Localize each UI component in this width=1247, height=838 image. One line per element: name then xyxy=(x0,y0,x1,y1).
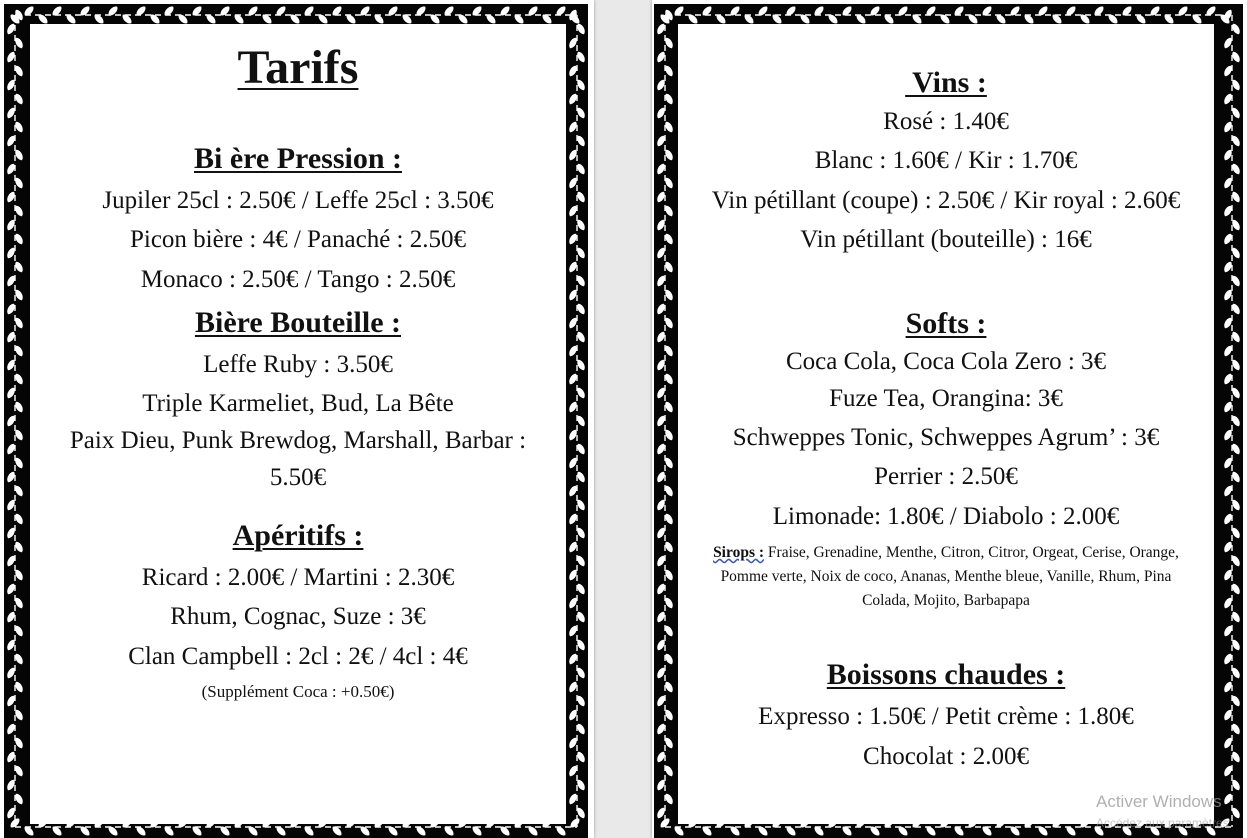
menu-line: Expresso : 1.50€ / Petit crème : 1.80€ xyxy=(758,703,1134,730)
page-title: Tarifs xyxy=(237,41,359,94)
menu-line: Limonade: 1.80€ / Diabolo : 2.00€ xyxy=(772,503,1120,530)
menu-line: Jupiler 25cl : 2.50€ / Leffe 25cl : 3.50€ xyxy=(102,187,494,214)
heading-aperitifs: Apéritifs : xyxy=(232,519,364,552)
menu-line: Chocolat : 2.00€ xyxy=(863,743,1029,770)
menu-line: Rosé : 1.40€ xyxy=(883,108,1009,135)
menu-line: Ricard : 2.00€ / Martini : 2.30€ xyxy=(141,564,455,591)
menu-line: Triple Karmeliet, Bud, La Bête xyxy=(142,390,454,417)
heading-softs: Softs : xyxy=(905,307,987,340)
menu-line: Picon bière : 4€ / Panaché : 2.50€ xyxy=(129,226,467,253)
menu-line: Fuze Tea, Orangina: 3€ xyxy=(829,385,1063,412)
supplement-note: (Supplément Coca : +0.50€) xyxy=(201,682,395,701)
right-menu-panel xyxy=(678,24,1214,824)
heading-biere-pression: Bi ère Pression : xyxy=(193,142,403,175)
menu-line: Paix Dieu, Punk Brewdog, Marshall, Barbar : xyxy=(69,427,527,454)
sirops-label: Sirops : xyxy=(713,544,765,561)
menu-line: Vin pétillant (coupe) : 2.50€ / Kir royal : 2.60€ xyxy=(711,187,1181,214)
menu-line: Monaco : 2.50€ / Tango : 2.50€ xyxy=(140,266,456,293)
heading-boissons-chaudes: Boissons chaudes : xyxy=(826,658,1066,691)
menu-line: Vin pétillant (bouteille) : 16€ xyxy=(800,226,1092,253)
left-menu-panel xyxy=(30,24,566,824)
windows-activation-subtext: Accédez aux paramètres xyxy=(1096,816,1229,830)
menu-line: 5.50€ xyxy=(269,464,327,491)
windows-activation-watermark: Activer Windows xyxy=(1096,792,1222,811)
menu-line: Leffe Ruby : 3.50€ xyxy=(203,351,393,378)
menu-line: Rhum, Cognac, Suze : 3€ xyxy=(170,603,426,630)
menu-line: Perrier : 2.50€ xyxy=(874,463,1018,490)
heading-biere-bouteille: Bière Bouteille : xyxy=(194,306,402,339)
menu-line: Coca Cola, Coca Cola Zero : 3€ xyxy=(785,348,1107,375)
heading-vins: Vins : xyxy=(905,66,987,99)
sirops-list: Fraise, Grenadine, Menthe, Citron, Citror, Orgeat, Cerise, Orange, Pomme verte, Noix de coco, Ananas, Menthe bleue, Vanille, Rhum, Pina Colada, Mojito, Barbapapa xyxy=(720,544,1179,609)
menu-line: Blanc : 1.60€ / Kir : 1.70€ xyxy=(814,147,1078,174)
menu-line: Schweppes Tonic, Schweppes Agrum’ : 3€ xyxy=(732,424,1160,451)
menu-line: Clan Campbell : 2cl : 2€ / 4cl : 4€ xyxy=(128,643,468,670)
sirops-paragraph xyxy=(678,541,1214,613)
